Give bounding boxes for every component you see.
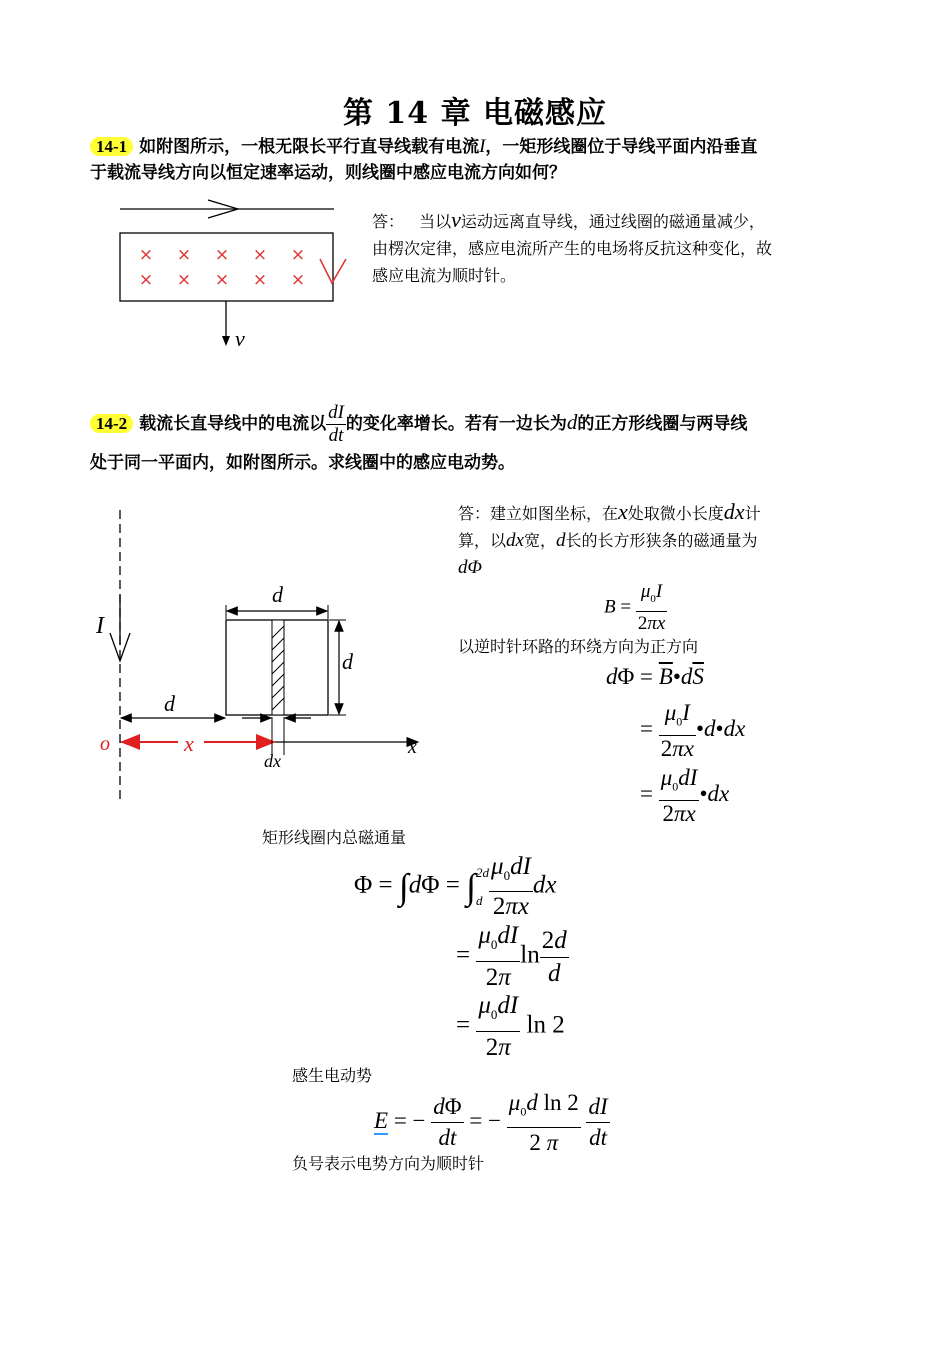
svg-text:×: × bbox=[214, 245, 230, 265]
right-dimension-label: d bbox=[342, 649, 353, 674]
total-flux-label: 矩形线圈内总磁通量 bbox=[262, 828, 407, 847]
question-text: 如附图所示，一根无限长平行直导线载有电流 bbox=[139, 137, 480, 157]
svg-text:×: × bbox=[138, 270, 154, 290]
question-text: ，一矩形线圈位于导线平面内沿垂直 bbox=[485, 137, 758, 157]
question-text: 的正方形线圈与两导线 bbox=[577, 414, 748, 434]
velocity-label: v bbox=[235, 326, 245, 351]
formula-dphi-step2: = $\frac{\mu_0I}{2\pi x}$ •d•dx bbox=[640, 700, 746, 761]
origin-label: o bbox=[100, 733, 110, 755]
emf-label: 感生电动势 bbox=[292, 1066, 373, 1085]
top-dimension-label: d bbox=[272, 582, 283, 607]
answer-14-2-intro bbox=[458, 498, 858, 581]
svg-text:×: × bbox=[176, 245, 192, 265]
x-axis-label: x bbox=[408, 736, 417, 758]
formula-emf: E = − $\frac{d\Phi}{dt}$ = − $\frac{\mu_0d \ln 2}{2 \pi}$ $\frac{dI}{dt}$ bbox=[374, 1090, 608, 1155]
page-title: 第 14 章 电磁感应 bbox=[342, 96, 608, 131]
question-14-1 bbox=[90, 134, 870, 160]
answer-text-line3: 感应电流为顺时针。 bbox=[372, 266, 517, 285]
svg-text:×: × bbox=[138, 245, 154, 265]
rectangular-loop bbox=[120, 233, 333, 301]
formula-dphi: $d\Phi = \overline{B}•d\overline{S}$ bbox=[606, 664, 704, 689]
problem-number-badge: 14-2 bbox=[90, 414, 133, 433]
formula-total-flux: Φ = ∫dΦ = ∫ 2d d $\frac{\mu_0dI}{2\pi x}$ dx bbox=[354, 853, 557, 920]
svg-text:×: × bbox=[252, 270, 268, 290]
answer-text: 计 bbox=[744, 504, 761, 523]
symbol-d: d bbox=[555, 530, 566, 551]
question-text: 的变化率增长。若有一边长为 bbox=[345, 414, 567, 434]
figure-square-loop bbox=[96, 505, 431, 805]
question-text-line2: 于载流导线方向以恒定速率运动，则线圈中感应电流方向如何？ bbox=[90, 163, 566, 183]
problem-number-badge: 14-1 bbox=[90, 137, 133, 156]
symbol-dx: dx bbox=[506, 530, 524, 551]
svg-text:×: × bbox=[252, 245, 268, 265]
formula-total-flux-step3: = $\frac{\mu_0dI}{2\pi}$ ln 2 bbox=[456, 992, 565, 1061]
x-distance-label: x bbox=[184, 731, 194, 756]
svg-text:×: × bbox=[290, 270, 306, 290]
symbol-d: d bbox=[566, 410, 578, 434]
symbol-current: I bbox=[479, 136, 486, 157]
left-dimension-label: d bbox=[164, 691, 175, 716]
svg-text:×: × bbox=[214, 270, 230, 290]
formula-b-field: B = $\frac{\mu_0I}{2\pi x}$ bbox=[604, 581, 666, 634]
answer-14-1 bbox=[372, 206, 862, 289]
symbol-dx: dx bbox=[723, 499, 745, 524]
rate-fraction: $\frac{dI}{dt}$ bbox=[328, 401, 344, 446]
symbol-v: v bbox=[451, 207, 461, 232]
svg-text:×: × bbox=[176, 270, 192, 290]
direction-note: 以逆时针环路的环绕方向为正方向 bbox=[458, 637, 699, 656]
symbol-dphi: dΦ bbox=[458, 557, 482, 578]
figure-moving-loop bbox=[110, 195, 360, 355]
velocity-arrowhead-icon bbox=[222, 336, 230, 346]
answer-text: 处取微小长度 bbox=[627, 504, 724, 523]
answer-text-line2: 由楞次定律，感应电流所产生的电场将反抗这种变化，故 bbox=[372, 239, 773, 258]
answer-text: 运动远离直导线，通过线圈的磁通量减少， bbox=[460, 212, 765, 231]
dx-label: dx bbox=[264, 751, 281, 771]
formula-dphi-step3: = $\frac{\mu_0dI}{2\pi x}$ •dx bbox=[640, 765, 730, 826]
answer-text: 算，以 bbox=[458, 531, 507, 550]
answer-text: 长的长方形狭条的磁通量为 bbox=[565, 531, 758, 550]
question-text-line2: 处于同一平面内，如附图所示。求线圈中的感应电动势。 bbox=[90, 453, 515, 473]
magnetic-field-crosses bbox=[139, 245, 305, 290]
question-14-2 bbox=[90, 394, 880, 452]
current-label: I bbox=[96, 613, 104, 639]
answer-text: 当以 bbox=[419, 212, 452, 231]
answer-label: 答： bbox=[372, 212, 405, 231]
answer-text: 宽， bbox=[523, 531, 556, 550]
question-text: 载流长直导线中的电流以 bbox=[139, 414, 327, 434]
answer-text: 答：建立如图坐标，在 bbox=[458, 504, 619, 523]
conclusion-text: 负号表示电势方向为顺时针 bbox=[292, 1154, 485, 1173]
formula-total-flux-step2: = $\frac{\mu_0dI}{2\pi}$ ln $\frac{2d}{d}$ bbox=[456, 922, 567, 991]
svg-text:×: × bbox=[290, 245, 306, 265]
symbol-x: x bbox=[618, 499, 628, 524]
